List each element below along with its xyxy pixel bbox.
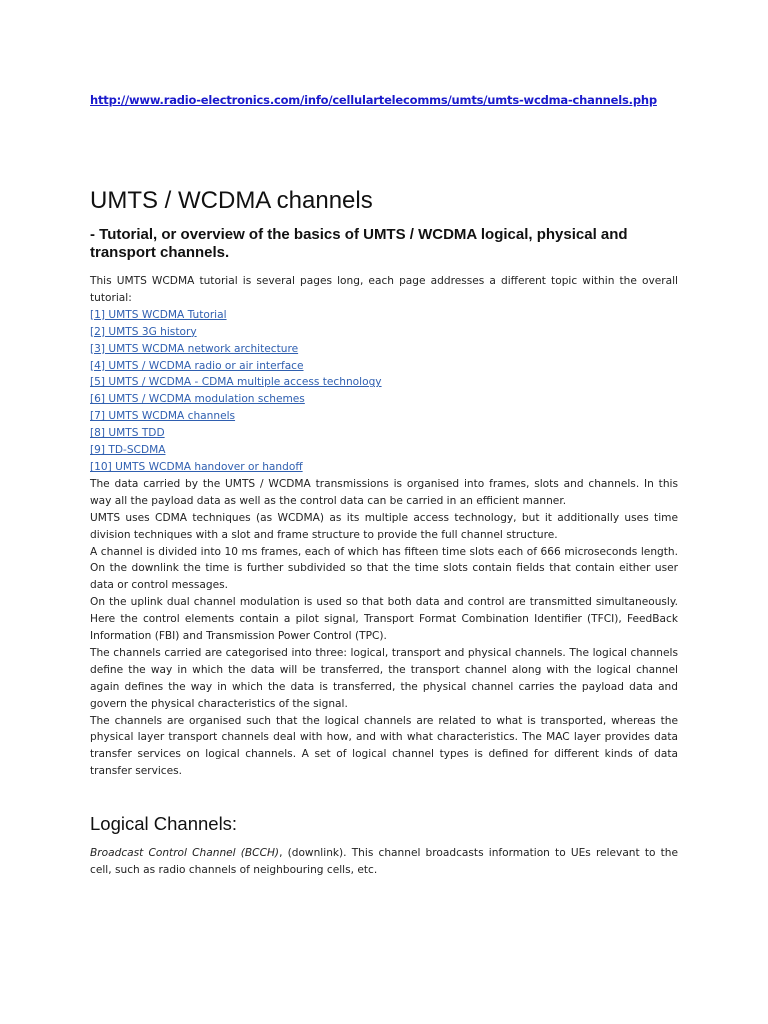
intro-paragraph: This UMTS WCDMA tutorial is several pages long, each page addresses a different topic within the overall tutorial: bbox=[90, 275, 678, 304]
toc-item bbox=[90, 459, 678, 476]
paragraph-slots: A channel is divided into 10 ms frames, each of which has fifteen time slots each of 666 microseconds length. On the downlink the time is further subdivided so that the time slots contain fields that contain either user data or control messages. bbox=[90, 545, 678, 592]
toc-item bbox=[90, 442, 678, 459]
toc-item bbox=[90, 374, 678, 391]
toc-link-2[interactable]: [2] UMTS 3G history bbox=[90, 325, 197, 338]
bcch-definition bbox=[90, 845, 678, 879]
toc-item bbox=[90, 341, 678, 358]
tutorial-toc bbox=[90, 307, 678, 476]
page-title: UMTS / WCDMA channels bbox=[90, 187, 373, 214]
toc-item bbox=[90, 324, 678, 341]
toc-item bbox=[90, 358, 678, 375]
toc-link-5[interactable]: [5] UMTS / WCDMA - CDMA multiple access technology bbox=[90, 376, 382, 389]
bcch-term: Broadcast Control Channel (BCCH) bbox=[90, 847, 280, 859]
toc-item bbox=[90, 307, 678, 324]
source-url-link[interactable]: http://www.radio-electronics.com/info/cellulartelecomms/umts/umts-wcdma-channels.php bbox=[90, 93, 657, 107]
toc-link-1[interactable]: [1] UMTS WCDMA Tutorial bbox=[90, 308, 227, 321]
bcch-description: , (downlink). This channel broadcasts information to UEs relevant to the cell, such as radio channels of neighbouring cells, etc. bbox=[90, 847, 678, 876]
toc-link-8[interactable]: [8] UMTS TDD bbox=[90, 427, 165, 440]
paragraph-organisation: The channels are organised such that the logical channels are related to what is transported, whereas the physical layer transport channels deal with how, and with what characteristics. The MAC layer provides data transfer services on logical channels. A set of logical channel types is defined for different kinds of data transfer services. bbox=[90, 714, 678, 778]
toc-item bbox=[90, 425, 678, 442]
article-body bbox=[90, 273, 678, 780]
paragraph-categories: The channels carried are categorised into three: logical, transport and physical channels. The logical channels define the way in which the data will be transferred, the transport channel along with the logical channel again defines the way in which the data is transferred, the physical channel carries the payload data and govern the physical characteristics of the signal. bbox=[90, 646, 678, 710]
toc-link-4[interactable]: [4] UMTS / WCDMA radio or air interface bbox=[90, 359, 304, 372]
paragraph-frames: The data carried by the UMTS / WCDMA transmissions is organised into frames, slots and channels. In this way all the payload data as well as the control data can be carried in an efficient manner. bbox=[90, 477, 678, 507]
page-subtitle: - Tutorial, or overview of the basics of UMTS / WCDMA logical, physical and transport channels. bbox=[90, 226, 628, 261]
toc-link-6[interactable]: [6] UMTS / WCDMA modulation schemes bbox=[90, 393, 305, 406]
toc-link-7[interactable]: [7] UMTS WCDMA channels bbox=[90, 410, 236, 423]
toc-item bbox=[90, 391, 678, 408]
paragraph-uplink: On the uplink dual channel modulation is used so that both data and control are transmitted simultaneously. Here the control elements contain a pilot signal, Transport Format Combination Identifier (TFCI), FeedBack Information (FBI) and Transmission Power Control (TPC). bbox=[90, 596, 678, 643]
paragraph-cdma: UMTS uses CDMA techniques (as WCDMA) as its multiple access technology, but it additionally uses time division techniques with a slot and frame structure to provide the full channel structure. bbox=[90, 511, 678, 541]
logical-channels-heading: Logical Channels: bbox=[90, 813, 238, 834]
toc-item bbox=[90, 408, 678, 425]
toc-link-10[interactable]: [10] UMTS WCDMA handover or handoff bbox=[90, 460, 303, 473]
toc-link-3[interactable]: [3] UMTS WCDMA network architecture bbox=[90, 342, 299, 355]
toc-link-9[interactable]: [9] TD-SCDMA bbox=[90, 444, 166, 457]
